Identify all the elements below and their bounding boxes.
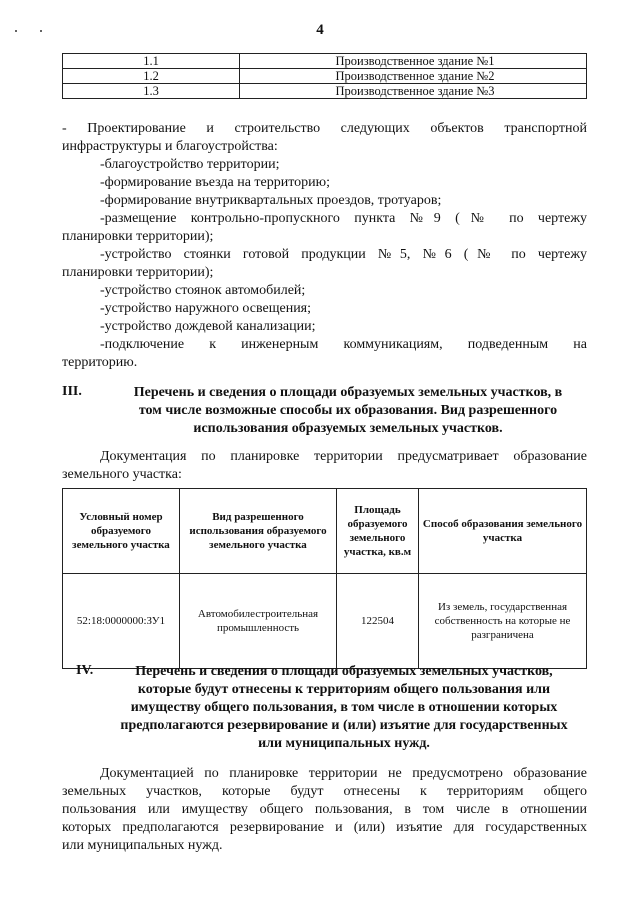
plots-table xyxy=(62,488,587,669)
building-name: Производственное здание №3 xyxy=(240,84,587,99)
design-intro: - Проектирование и строительство следующих объектов транспортной xyxy=(62,121,587,136)
table-row xyxy=(63,69,587,84)
list-item: -устройство стоянок автомобилей; xyxy=(100,283,306,298)
section-number: III. xyxy=(62,384,82,399)
section-text: которых предполагаются резервирование и (или) изъятие для государственных xyxy=(62,820,587,835)
section-title: предполагаются резервирование и (или) изъятие для государственных xyxy=(120,718,568,733)
section-title: Перечень и сведения о площади образуемых земельных участков, в xyxy=(133,385,563,400)
section-text: Документация по планировке территории предусматривает образование xyxy=(100,449,587,464)
column-header: Вид разрешенного использования образуемого земельного участка xyxy=(180,489,337,574)
plot-id: 52:18:0000000:ЗУ1 xyxy=(63,574,180,669)
building-number: 1.1 xyxy=(63,54,240,69)
list-item: -благоустройство территории; xyxy=(100,157,280,172)
section-text: Документацией по планировке территории не предусмотрено образование xyxy=(100,766,587,781)
table-row xyxy=(63,574,587,669)
section-title: или муниципальных нужд. xyxy=(258,736,430,751)
design-intro-cont: инфраструктуры и благоустройства: xyxy=(62,139,278,154)
buildings-table xyxy=(62,53,587,99)
plot-use: Автомобилестроительная промышленность xyxy=(180,574,337,669)
table-row xyxy=(63,84,587,99)
column-header: Условный номер образуемого земельного участка xyxy=(63,489,180,574)
section-number: IV. xyxy=(76,663,94,678)
building-number: 1.3 xyxy=(63,84,240,99)
list-item-cont: планировки территории); xyxy=(62,229,214,244)
page-number: 4 xyxy=(316,22,324,38)
table-header-row xyxy=(63,489,587,574)
section-text: земельных участков, которые будут отнесены к территориям общего xyxy=(62,784,587,799)
section-text: или муниципальных нужд. xyxy=(62,838,223,853)
plot-area: 122504 xyxy=(337,574,419,669)
section-title: использования образуемых земельных участков. xyxy=(193,421,503,436)
section-text: земельного участка: xyxy=(62,467,182,482)
building-number: 1.2 xyxy=(63,69,240,84)
list-item: -формирование въезда на территорию; xyxy=(100,175,331,190)
section-text: пользования или имуществу общего пользования, в том числе в отношении xyxy=(62,802,587,817)
list-item-cont: планировки территории); xyxy=(62,265,214,280)
section-title: которые будут отнесены к территориям общего пользования или xyxy=(137,682,551,697)
section-title: Перечень и сведения о площади образуемых земельных участков, xyxy=(135,664,553,679)
list-item-cont: территорию. xyxy=(62,355,138,370)
table-row xyxy=(63,54,587,69)
list-item: -устройство стоянки готовой продукции №5, №6 (№ по чертежу xyxy=(100,247,587,262)
section-title: имуществу общего пользования, в том числе в отношении которых xyxy=(130,700,558,715)
list-item: -размещение контрольно-пропускного пункта №9 (№ по чертежу xyxy=(100,211,587,226)
list-item: -устройство наружного освещения; xyxy=(100,301,312,316)
plot-method: Из земель, государственная собственность на которые не разграничена xyxy=(419,574,587,669)
list-item: -формирование внутриквартальных проездов, тротуаров; xyxy=(100,193,442,208)
section-title: том числе возможные способы их образования. Вид разрешенного xyxy=(138,403,558,418)
building-name: Производственное здание №1 xyxy=(240,54,587,69)
column-header: Способ образования земельного участка xyxy=(419,489,587,574)
building-name: Производственное здание №2 xyxy=(240,69,587,84)
column-header: Площадь образуемого земельного участка, кв.м xyxy=(337,489,419,574)
list-item: -подключение к инженерным коммуникациям, подведенным на xyxy=(100,337,587,352)
list-item: -устройство дождевой канализации; xyxy=(100,319,316,334)
